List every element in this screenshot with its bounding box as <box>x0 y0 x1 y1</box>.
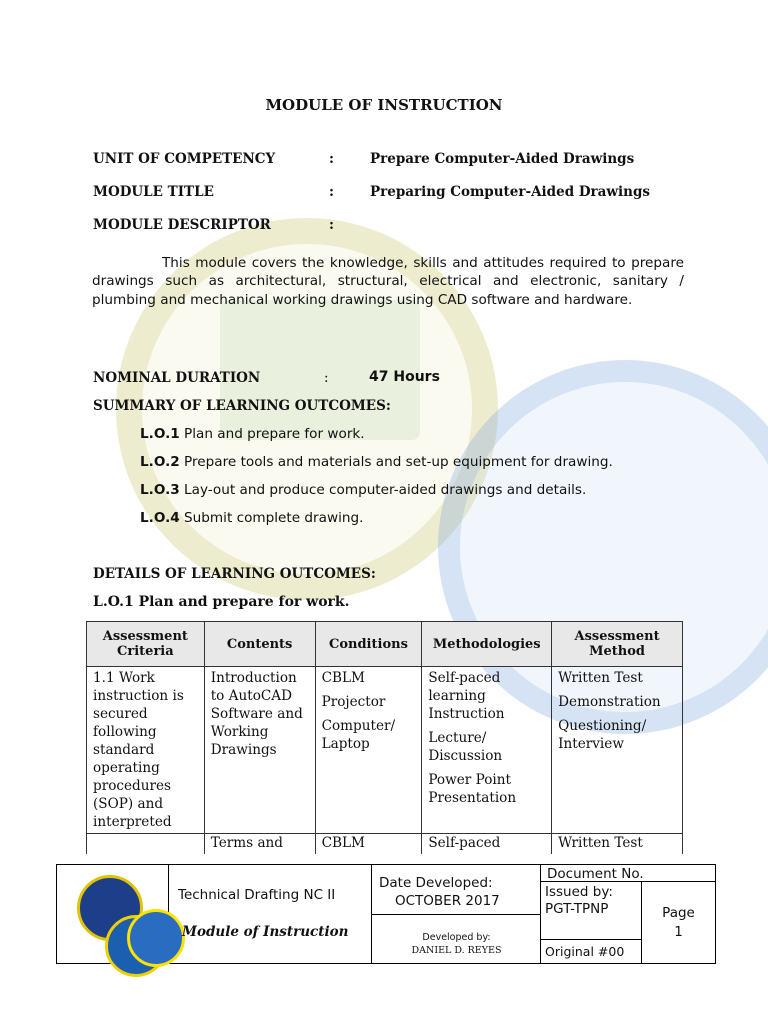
outcome-text: Prepare tools and materials and set-up equipment for drawing. <box>184 454 613 470</box>
nominal-duration-value: 47 Hours <box>369 369 440 385</box>
nominal-duration-label: NOMINAL DURATION <box>93 370 261 386</box>
header-contents: Contents <box>204 622 315 667</box>
footer-page-number: 1 <box>674 924 683 940</box>
footer-docno-cell <box>541 865 715 882</box>
footer-date-value: OCTOBER 2017 <box>395 893 500 909</box>
outcome-code: L.O.3 <box>140 482 180 498</box>
condition-item: CBLM <box>321 670 365 686</box>
summary-heading: SUMMARY OF LEARNING OUTCOMES: <box>93 398 391 414</box>
learning-outcome-table <box>86 621 683 854</box>
footer-page-label: Page <box>662 905 695 921</box>
methodology-item: Lecture/ Discussion <box>428 730 503 764</box>
cell-conditions: CBLM <box>315 834 422 855</box>
footer-original-cell <box>541 940 642 963</box>
outcome-3 <box>140 482 586 498</box>
methodology-item: Power Point Presentation <box>428 772 517 806</box>
cell-methodologies: Self-paced <box>422 834 552 855</box>
nominal-duration-sep: : <box>324 370 329 386</box>
document-footer <box>56 864 716 964</box>
footer-module-cell <box>169 915 372 963</box>
outcome-text: Lay-out and produce computer-aided drawings and details. <box>184 482 587 498</box>
footer-page-cell <box>642 882 715 963</box>
footer-issued-cell <box>541 882 642 940</box>
header-methodologies: Methodologies <box>422 622 552 667</box>
module-title-label: MODULE TITLE <box>93 184 214 200</box>
outcome-code: L.O.4 <box>140 510 180 526</box>
assessment-item: Demonstration <box>558 694 661 710</box>
assessment-item: Written Test <box>558 670 643 686</box>
footer-developer: DANIEL D. REYES <box>411 945 502 956</box>
lo1-heading: L.O.1 Plan and prepare for work. <box>93 594 350 610</box>
footer-date-cell <box>372 865 541 915</box>
cell-criteria: 1.1 Work instruction is secured following standard operating procedures (SOP) and interpreted <box>87 667 205 834</box>
condition-item: Computer/ Laptop <box>321 718 396 752</box>
footer-module: Module of Instruction <box>182 924 349 940</box>
outcome-1 <box>140 426 365 442</box>
outcome-4 <box>140 510 363 526</box>
page-title: MODULE OF INSTRUCTION <box>265 96 503 114</box>
unit-competency-label: UNIT OF COMPETENCY <box>93 151 276 167</box>
outcome-text: Plan and prepare for work. <box>184 426 365 442</box>
outcome-code: L.O.1 <box>140 426 180 442</box>
methodology-item: Self-paced learning Instruction <box>428 670 505 722</box>
footer-course: Technical Drafting NC II <box>178 887 336 903</box>
table-row <box>87 834 683 855</box>
unit-competency-sep: : <box>329 151 334 167</box>
module-descriptor-sep: : <box>329 217 334 233</box>
outcome-text: Submit complete drawing. <box>184 510 364 526</box>
cell-contents: Introduction to AutoCAD Software and Working Drawings <box>204 667 315 834</box>
module-title-value: Preparing Computer-Aided Drawings <box>370 184 651 200</box>
footer-date-label: Date Developed: <box>379 875 493 891</box>
unit-competency-value: Prepare Computer-Aided Drawings <box>370 151 635 167</box>
module-descriptor-text: This module covers the knowledge, skills and attitudes required to prepare drawings such as architectural, structural, electrical and electronic, sanitary / plumbing and mechanical working drawings using CAD software and hardware. <box>92 255 684 308</box>
footer-developed-by-label: Developed by: <box>422 932 491 943</box>
table-row <box>87 667 683 834</box>
cell-methodologies <box>422 667 552 834</box>
cell-contents: Terms and <box>204 834 315 855</box>
cell-assessment: Written Test <box>552 834 683 855</box>
assessment-item: Questioning/ Interview <box>558 718 647 752</box>
header-assessment-criteria: Assessment Criteria <box>87 622 205 667</box>
cell-assessment <box>552 667 683 834</box>
condition-item: Projector <box>321 694 386 710</box>
footer-original: Original #00 <box>545 944 625 959</box>
outcome-code: L.O.2 <box>140 454 180 470</box>
module-descriptor-label: MODULE DESCRIPTOR <box>93 217 271 233</box>
footer-course-cell <box>169 865 372 915</box>
cell-criteria <box>87 834 205 855</box>
header-assessment-method: Assessment Method <box>552 622 683 667</box>
footer-developer-cell <box>372 915 541 963</box>
header-conditions: Conditions <box>315 622 422 667</box>
outcome-2 <box>140 454 613 470</box>
details-heading: DETAILS OF LEARNING OUTCOMES: <box>93 566 376 582</box>
table-header-row <box>87 622 683 667</box>
module-title-sep: : <box>329 184 334 200</box>
footer-issued-value: PGT-TPNP <box>545 901 609 917</box>
cell-conditions <box>315 667 422 834</box>
footer-doc-no: Document No. <box>547 866 644 882</box>
footer-issued-label: Issued by: <box>545 884 613 900</box>
